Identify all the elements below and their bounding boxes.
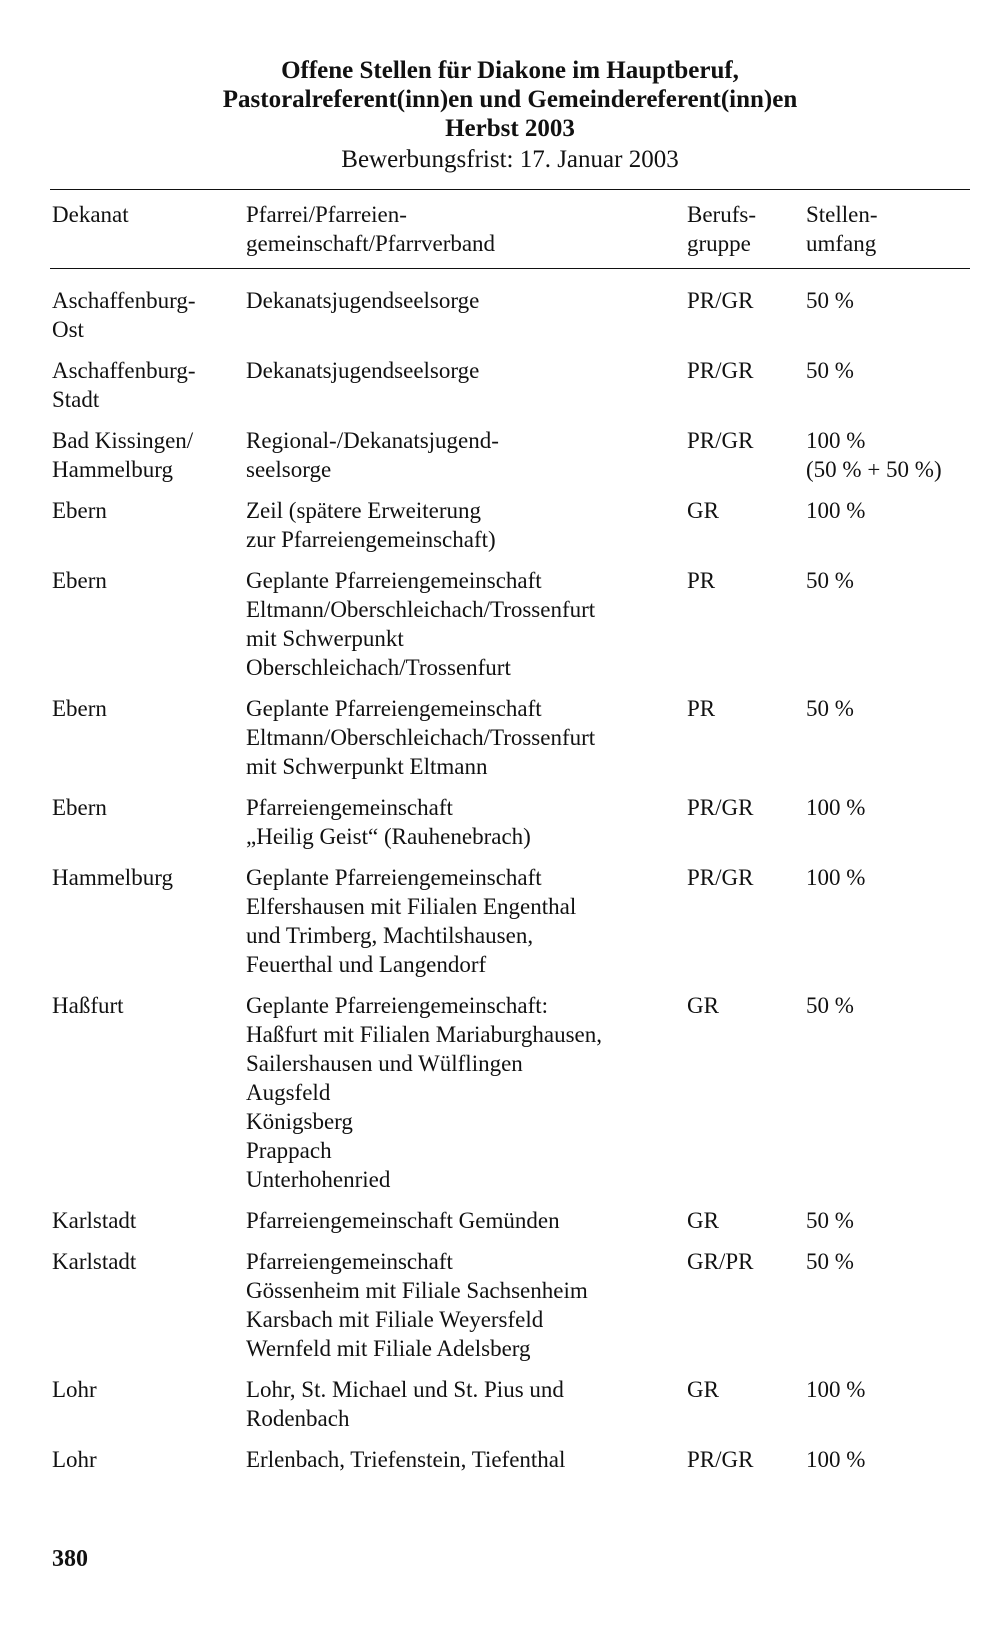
title-line: Pastoralreferent(inn)en und Gemeindereferent(inn)en [222, 86, 798, 113]
table-row [52, 991, 982, 1194]
pfarrei-cell [246, 286, 479, 315]
pfarrei-cell [246, 1247, 588, 1363]
dekanat-cell-line: Stadt [52, 387, 100, 412]
table-row [52, 1247, 982, 1363]
pfarrei-cell-line: mit Schwerpunkt [246, 626, 404, 651]
pfarrei-cell [246, 863, 576, 979]
berufsgruppe-cell: PR/GR [687, 1447, 754, 1472]
column-header-line: Berufs- [687, 202, 756, 227]
table-row [52, 1375, 982, 1433]
pfarrei-cell-line: zur Pfarreiengemeinschaft) [246, 527, 496, 552]
pfarrei-cell-line: Zeil (spätere Erweiterung [246, 498, 481, 523]
dekanat-cell [52, 426, 242, 484]
dekanat-cell-line: Ost [52, 317, 84, 342]
pfarrei-cell-line: Regional-/Dekanatsjugend- [246, 428, 499, 453]
column-header-line: Pfarrei/Pfarreien- [246, 202, 407, 227]
pfarrei-cell-line: Haßfurt mit Filialen Mariaburghausen, [246, 1022, 602, 1047]
table-row [52, 1206, 982, 1235]
berufsgruppe-cell: PR/GR [687, 288, 754, 313]
pfarrei-cell-line: Geplante Pfarreiengemeinschaft: [246, 993, 549, 1018]
table-row [52, 1445, 982, 1474]
berufsgruppe-cell: GR/PR [687, 1249, 754, 1274]
table-row [52, 694, 982, 781]
dekanat-cell [52, 694, 242, 723]
stellenumfang-cell [806, 286, 854, 315]
dekanat-cell [52, 356, 242, 414]
pfarrei-cell-line: Karsbach mit Filiale Weyersfeld [246, 1307, 544, 1332]
pfarrei-cell [246, 426, 499, 484]
dekanat-cell-line: Karlstadt [52, 1208, 137, 1233]
column-header-line: gruppe [687, 231, 751, 256]
stellenumfang-cell-line: 100 % [806, 428, 866, 453]
berufsgruppe-cell: PR [687, 568, 716, 593]
pfarrei-cell-line: Gössenheim mit Filiale Sachsenheim [246, 1278, 588, 1303]
pfarrei-cell-line: und Trimberg, Machtilshausen, [246, 923, 534, 948]
dekanat-cell-line: Ebern [52, 696, 107, 721]
pfarrei-cell [246, 1445, 565, 1474]
berufsgruppe-cell: PR [687, 696, 716, 721]
pfarrei-cell-line: Sailershausen und Wülflingen [246, 1051, 523, 1076]
title-line: Herbst 2003 [445, 115, 575, 142]
pfarrei-cell [246, 694, 595, 781]
column-header-dekanat [52, 200, 129, 229]
pfarrei-cell-line: Pfarreiengemeinschaft [246, 1249, 453, 1274]
dekanat-cell-line: Hammelburg [52, 865, 173, 890]
pfarrei-cell-line: Geplante Pfarreiengemeinschaft [246, 865, 542, 890]
pfarrei-cell-line: Erlenbach, Triefenstein, Tiefenthal [246, 1447, 566, 1472]
dekanat-cell [52, 1375, 242, 1404]
stellenumfang-cell-line: 100 % [806, 1377, 866, 1402]
table-row [52, 426, 982, 484]
dekanat-cell-line: Hammelburg [52, 457, 173, 482]
dekanat-cell-line: Bad Kissingen/ [52, 428, 194, 453]
column-header-stellenumfang [806, 200, 878, 258]
stellenumfang-cell [806, 1445, 865, 1474]
table-top-rule [50, 189, 970, 190]
dekanat-cell [52, 863, 242, 892]
berufsgruppe-cell: GR [687, 993, 719, 1018]
stellenumfang-cell-line: 50 % [806, 1249, 854, 1274]
dekanat-cell-line: Ebern [52, 795, 107, 820]
pfarrei-cell-line: „Heilig Geist“ (Rauhenebrach) [246, 824, 531, 849]
pfarrei-cell-line: Dekanatsjugendseelsorge [246, 288, 480, 313]
pfarrei-cell-line: Rodenbach [246, 1406, 350, 1431]
pfarrei-cell-line: seelsorge [246, 457, 332, 482]
stellenumfang-cell [806, 356, 854, 385]
pfarrei-cell-line: Unterhohenried [246, 1167, 391, 1192]
pfarrei-cell-line: mit Schwerpunkt Eltmann [246, 754, 488, 779]
column-header-pfarrei [246, 200, 495, 258]
pfarrei-cell [246, 1206, 560, 1235]
berufsgruppe-cell: GR [687, 1377, 719, 1402]
column-header-line: umfang [806, 231, 877, 256]
title-block [0, 56, 1000, 177]
pfarrei-cell-line: Feuerthal und Langendorf [246, 952, 487, 977]
pfarrei-cell-line: Oberschleichach/Trossenfurt [246, 655, 511, 680]
stellenumfang-cell-line: 100 % [806, 498, 866, 523]
pfarrei-cell [246, 1375, 564, 1433]
table-row [52, 793, 982, 851]
stellenumfang-cell [806, 863, 865, 892]
stellenumfang-cell-line: 100 % [806, 795, 866, 820]
pfarrei-cell [246, 793, 531, 851]
stellenumfang-cell-line: 50 % [806, 696, 854, 721]
pfarrei-cell [246, 991, 602, 1194]
berufsgruppe-cell: GR [687, 498, 719, 523]
stellenumfang-cell [806, 496, 865, 525]
pfarrei-cell-line: Dekanatsjugendseelsorge [246, 358, 480, 383]
dekanat-cell [52, 496, 242, 525]
pfarrei-cell-line: Prappach [246, 1138, 332, 1163]
pfarrei-cell [246, 566, 595, 682]
stellenumfang-cell-line: 50 % [806, 1208, 854, 1233]
dekanat-cell-line: Ebern [52, 568, 107, 593]
stellenumfang-cell [806, 1247, 854, 1276]
pfarrei-cell [246, 496, 496, 554]
dekanat-cell [52, 1206, 242, 1235]
dekanat-cell [52, 286, 242, 344]
stellenumfang-cell [806, 694, 854, 723]
dekanat-cell-line: Lohr [52, 1447, 97, 1472]
stellenumfang-cell-line: 50 % [806, 568, 854, 593]
table-row [52, 863, 982, 979]
stellenumfang-cell [806, 1206, 854, 1235]
dekanat-cell [52, 1247, 242, 1276]
dekanat-cell-line: Aschaffenburg- [52, 288, 196, 313]
berufsgruppe-cell: PR/GR [687, 358, 754, 383]
column-header-line: gemeinschaft/Pfarrverband [246, 231, 496, 256]
pfarrei-cell-line: Pfarreiengemeinschaft Gemünden [246, 1208, 560, 1233]
table-row [52, 496, 982, 554]
dekanat-cell [52, 793, 242, 822]
stellenumfang-cell [806, 566, 854, 595]
table-row [52, 286, 982, 344]
dekanat-cell [52, 991, 242, 1020]
stellenumfang-cell [806, 1375, 865, 1404]
berufsgruppe-cell: GR [687, 1208, 719, 1233]
stellenumfang-cell-line: 50 % [806, 993, 854, 1018]
pfarrei-cell-line: Augsfeld [246, 1080, 331, 1105]
pfarrei-cell [246, 356, 479, 385]
stellenumfang-cell-line: (50 % + 50 %) [806, 457, 942, 482]
table-body [52, 286, 982, 1486]
table-header-rule [50, 268, 970, 269]
berufsgruppe-cell: PR/GR [687, 428, 754, 453]
column-header-berufsgruppe [687, 200, 756, 258]
pfarrei-cell-line: Königsberg [246, 1109, 353, 1134]
dekanat-cell-line: Haßfurt [52, 993, 124, 1018]
dekanat-cell [52, 566, 242, 595]
title-line: Offene Stellen für Diakone im Hauptberuf, [281, 57, 739, 84]
column-header-line: Stellen- [806, 202, 878, 227]
pfarrei-cell-line: Pfarreiengemeinschaft [246, 795, 453, 820]
stellenumfang-cell-line: 100 % [806, 865, 866, 890]
stellenumfang-cell-line: 100 % [806, 1447, 866, 1472]
stellenumfang-cell-line: 50 % [806, 288, 854, 313]
pfarrei-cell-line: Geplante Pfarreiengemeinschaft [246, 696, 542, 721]
dekanat-cell-line: Ebern [52, 498, 107, 523]
stellenumfang-cell [806, 793, 865, 822]
pfarrei-cell-line: Eltmann/Oberschleichach/Trossenfurt [246, 725, 596, 750]
pfarrei-cell-line: Elfershausen mit Filialen Engenthal [246, 894, 577, 919]
pfarrei-cell-line: Wernfeld mit Filiale Adelsberg [246, 1336, 531, 1361]
table-row [52, 566, 982, 682]
stellenumfang-cell-line: 50 % [806, 358, 854, 383]
stellenumfang-cell [806, 991, 854, 1020]
dekanat-cell [52, 1445, 242, 1474]
table-row [52, 356, 982, 414]
berufsgruppe-cell: PR/GR [687, 865, 754, 890]
dekanat-cell-line: Lohr [52, 1377, 97, 1402]
application-deadline: Bewerbungsfrist: 17. Januar 2003 [341, 146, 679, 173]
page-number: 380 [52, 1546, 88, 1572]
pfarrei-cell-line: Geplante Pfarreiengemeinschaft [246, 568, 542, 593]
pfarrei-cell-line: Lohr, St. Michael und St. Pius und [246, 1377, 564, 1402]
berufsgruppe-cell: PR/GR [687, 795, 754, 820]
dekanat-cell-line: Karlstadt [52, 1249, 137, 1274]
column-header-line: Dekanat [52, 202, 129, 227]
pfarrei-cell-line: Eltmann/Oberschleichach/Trossenfurt [246, 597, 596, 622]
dekanat-cell-line: Aschaffenburg- [52, 358, 196, 383]
stellenumfang-cell [806, 426, 942, 484]
